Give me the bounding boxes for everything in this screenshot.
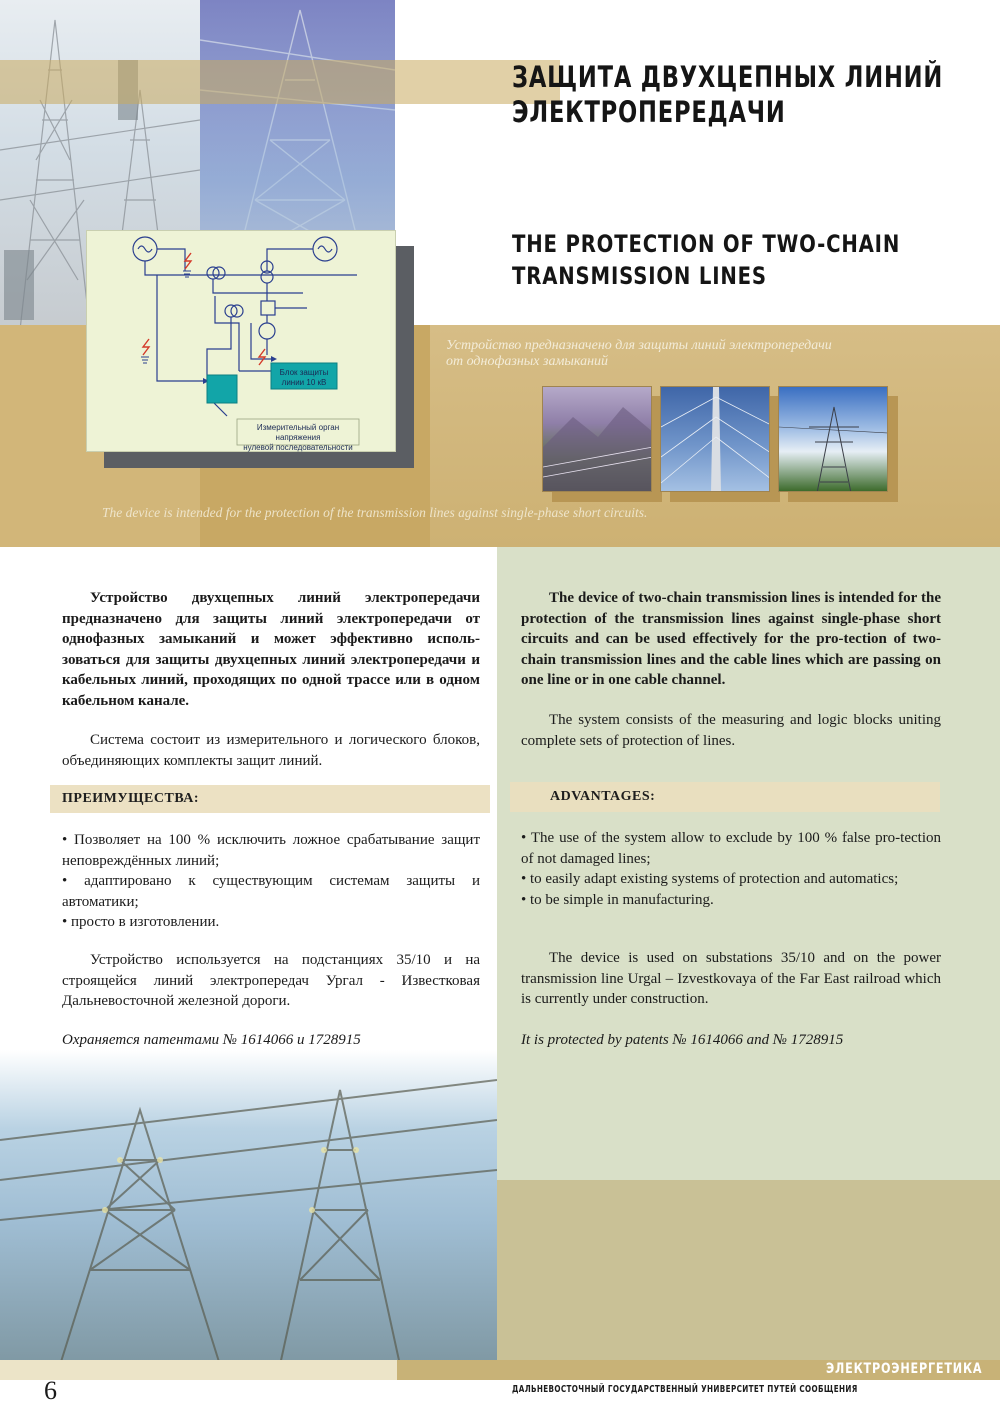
advantage-ru-2: • адаптировано к существующим системам защиты и автоматики; [62, 873, 480, 910]
patent-ru: Охраняется патентами № 1614066 и 1728915 [62, 1032, 361, 1048]
intro-en: The device of two-chain transmission lines is intended for the protection of the transmission lines against single-phase short circuits and can be used effectively for the pro-tection of two-chain transmission lines and the cable lines which are passing on one line or in one cable channel. [521, 590, 941, 688]
caption-en: The device is intended for the protection of the transmission lines against single-phase short circuits. [102, 505, 648, 520]
pole-drawing [661, 387, 770, 492]
thumbnail-pole [660, 386, 770, 492]
circuit-schematic [87, 231, 397, 453]
protection-block-label [271, 368, 337, 388]
footer-bar-pale [0, 1360, 397, 1380]
title-stripe [0, 60, 560, 104]
system-en: The system consists of the measuring and logic blocks uniting complete sets of protection of lines. [521, 712, 941, 749]
page-number: 6 [44, 1376, 57, 1405]
power-lines-drawing [0, 1050, 497, 1365]
pylon-drawing [779, 387, 888, 492]
thumbnail-mountain-lines [542, 386, 652, 492]
protection-block-label-line1: Блок защиты [279, 368, 329, 377]
page-title-en [512, 228, 901, 292]
intro-ru: Устройство двухцепных линий электропередачи предназначено для защиты линий электропередачи от однофазных замыканий и может эффективно исполь-зоваться для защиты двухцепных линий электропередачи и кабельных линий, проходящих по одной трассе или в одном кабельном канале. [62, 590, 480, 709]
advantages-heading-ru: ПРЕИМУЩЕСТВА: [62, 791, 200, 806]
system-ru: Система состоит из измерительного и логического блоков, объединяющих комплекты защит линий. [62, 732, 480, 769]
advantage-ru-1: • Позволяет на 100 % исключить ложное срабатывание защит неповреждённых линий; [62, 832, 480, 869]
section-name: ЭЛЕКТРОЭНЕРГЕТИКА [826, 1361, 983, 1377]
title-en-line2: TRANSMISSION LINES [512, 262, 767, 290]
page-title-ru [512, 60, 944, 130]
title-ru-line1: ЗАЩИТА ДВУХЦЕПНЫХ ЛИНИЙ [512, 60, 944, 94]
circuit-diagram [86, 230, 396, 452]
title-ru-line2: ЭЛЕКТРОПЕРЕДАЧИ [512, 95, 786, 129]
advantage-en-3: • to be simple in manufacturing. [521, 891, 714, 908]
advantages-heading-en: ADVANTAGES: [550, 789, 656, 804]
advantages-bar-ru [50, 785, 490, 813]
measuring-organ-label-line1: Измерительный орган напряжения [256, 423, 340, 442]
thumbnail-pylon [778, 386, 888, 492]
mountain-drawing [543, 387, 652, 492]
power-lines-photo [0, 1050, 497, 1365]
usage-ru: Устройство используется на подстанциях 35/10 и на строящейся линий электропередач Ургал - Известковая Дальневосточной железной дороги. [62, 952, 480, 1009]
advantages-list-ru [62, 830, 480, 933]
subtitle-ru [446, 338, 886, 370]
protection-block-label-line2: линии 10 кВ [281, 378, 327, 387]
advantage-ru-3: • просто в изготовлении. [62, 914, 220, 930]
subtitle-ru-line1: Устройство предназначено для защиты линий электропередачи [446, 338, 832, 353]
advantages-list-en [521, 828, 941, 910]
patent-en: It is protected by patents № 1614066 and № 1728915 [521, 1032, 844, 1048]
advantage-en-2: • to easily adapt existing systems of protection and automatics; [521, 871, 899, 887]
usage-en: The device is used on substations 35/10 and on the power transmission line Urgal – Izvestkovaya of the Far East railroad which is currently under construction. [521, 950, 941, 1007]
measuring-organ-label [237, 423, 359, 453]
university-name: ДАЛЬНЕВОСТОЧНЫЙ ГОСУДАРСТВЕННЫЙ УНИВЕРСИТЕТ ПУТЕЙ СООБЩЕНИЯ [512, 1384, 858, 1395]
title-en-line1: THE PROTECTION OF TWO-CHAIN [512, 230, 901, 258]
advantages-bar-en [510, 782, 940, 812]
measuring-organ-label-line2: нулевой последовательности [243, 443, 353, 452]
advantage-en-1: • The use of the system allow to exclude by 100 % false pro-tection of not damaged lines; [521, 830, 941, 867]
subtitle-ru-line2: от однофазных замыканий [446, 354, 609, 369]
english-column-bottom-band [497, 1180, 1000, 1365]
